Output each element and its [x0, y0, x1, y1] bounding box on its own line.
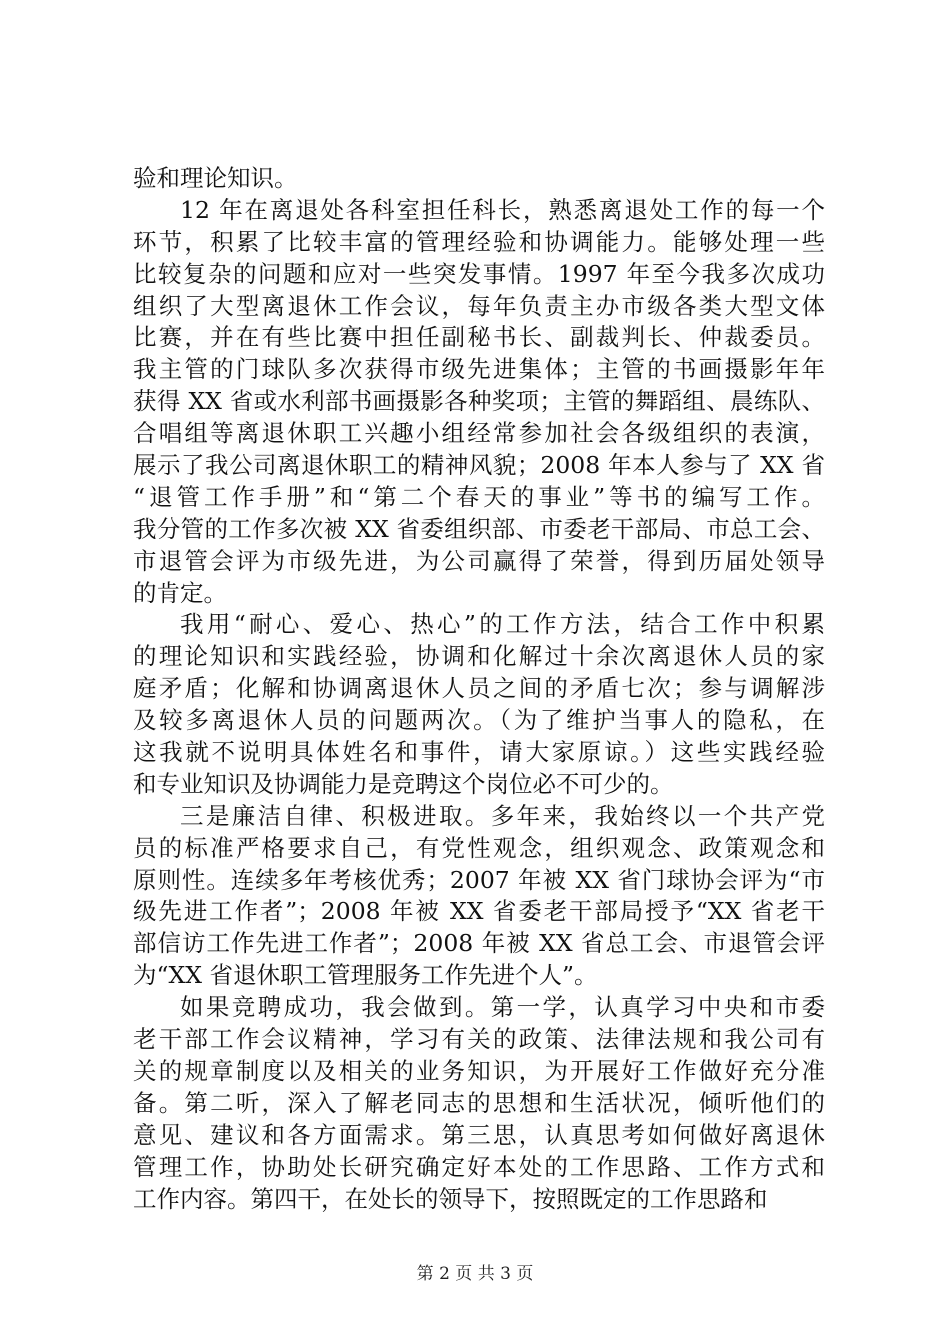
paragraph-method-line: 我用“耐心、爱心、热心”的工作方法，结合工作中积累 — [180, 610, 825, 639]
paragraph-experience-line: 展示了我公司离退休职工的精神风貌；2008 年本人参与了 XX 省 — [133, 451, 825, 480]
paragraph-method-line: 庭矛盾；化解和协调离退休人员之间的矛盾七次；参与调解涉 — [133, 674, 825, 703]
paragraph-experience-line: 组织了大型离退休工作会议，每年负责主办市级各类大型文体 — [133, 291, 825, 320]
paragraph-experience-line: 获得 XX 省或水利部书画摄影各种奖项；主管的舞蹈组、晨练队、 — [133, 387, 825, 416]
paragraph-plan-line: 管理工作，协助处长研究确定好本处的工作思路、工作方式和 — [133, 1152, 825, 1181]
paragraph-experience-line: 比较复杂的问题和应对一些突发事情。1997 年至今我多次成功 — [133, 259, 825, 288]
paragraph-continuation-line: 验和理论知识。 — [133, 164, 298, 192]
paragraph-experience-line: 12 年在离退处各科室担任科长，熟悉离退处工作的每一个 — [180, 195, 825, 224]
paragraph-plan-line: 备。第二听，深入了解老同志的思想和生活状况，倾听他们的 — [133, 1088, 825, 1117]
paragraph-integrity-line: 原则性。连续多年考核优秀；2007 年被 XX 省门球协会评为“市 — [133, 865, 825, 894]
paragraph-experience-line: 市退管会评为市级先进，为公司赢得了荣誉，得到历届处领导 — [133, 546, 825, 575]
paragraph-integrity-line: 三是廉洁自律、积极进取。多年来，我始终以一个共产党 — [180, 801, 825, 830]
paragraph-integrity-line: 员的标准严格要求自己，有党性观念，组织观念、政策观念和 — [133, 833, 825, 862]
paragraph-experience-line: 的肯定。 — [133, 578, 227, 607]
paragraph-integrity-line: 部信访工作先进工作者”；2008 年被 XX 省总工会、市退管会评 — [133, 929, 825, 958]
paragraph-experience-line: 我分管的工作多次被 XX 省委组织部、市委老干部局、市总工会、 — [133, 514, 825, 543]
paragraph-experience-line: 环节，积累了比较丰富的管理经验和协调能力。能够处理一些 — [133, 227, 825, 256]
body-text — [133, 163, 825, 1215]
paragraph-plan-line: 老干部工作会议精神，学习有关的政策、法律法规和我公司有 — [133, 1025, 825, 1054]
paragraph-integrity-line: 级先进工作者”；2008 年被 XX 省委老干部局授予“XX 省老干 — [133, 897, 825, 926]
paragraph-experience-line: “退管工作手册”和“第二个春天的事业”等书的编写工作。 — [133, 482, 825, 511]
paragraph-method-line: 和专业知识及协调能力是竞聘这个岗位必不可少的。 — [133, 769, 674, 798]
paragraph-experience-line: 合唱组等离退休职工兴趣小组经常参加社会各级组织的表演， — [133, 419, 825, 448]
paragraph-integrity-line: 为“XX 省退休职工管理服务工作先进个人”。 — [133, 961, 598, 990]
paragraph-plan-line: 如果竞聘成功，我会做到。第一学，认真学习中央和市委 — [180, 993, 825, 1022]
paragraph-method-line: 及较多离退休人员的问题两次。（为了维护当事人的隐私，在 — [133, 706, 825, 735]
paragraph-plan-line: 工作内容。第四干，在处长的领导下，按照既定的工作思路和 — [133, 1184, 768, 1213]
paragraph-plan-line: 意见、建议和各方面需求。第三思，认真思考如何做好离退休 — [133, 1120, 825, 1149]
page-footer: 第 2 页 共 3 页 — [416, 1264, 534, 1284]
paragraph-method-line: 这我就不说明具体姓名和事件，请大家原谅。）这些实践经验 — [133, 738, 825, 767]
paragraph-experience-line: 我主管的门球队多次获得市级先进集体；主管的书画摄影年年 — [133, 355, 825, 384]
paragraph-plan-line: 关的规章制度以及相关的业务知识，为开展好工作做好充分准 — [133, 1056, 825, 1085]
paragraph-method-line: 的理论知识和实践经验，协调和化解过十余次离退休人员的家 — [133, 642, 825, 671]
paragraph-experience-line: 比赛，并在有些比赛中担任副秘书长、副裁判长、仲裁委员。 — [133, 323, 825, 352]
